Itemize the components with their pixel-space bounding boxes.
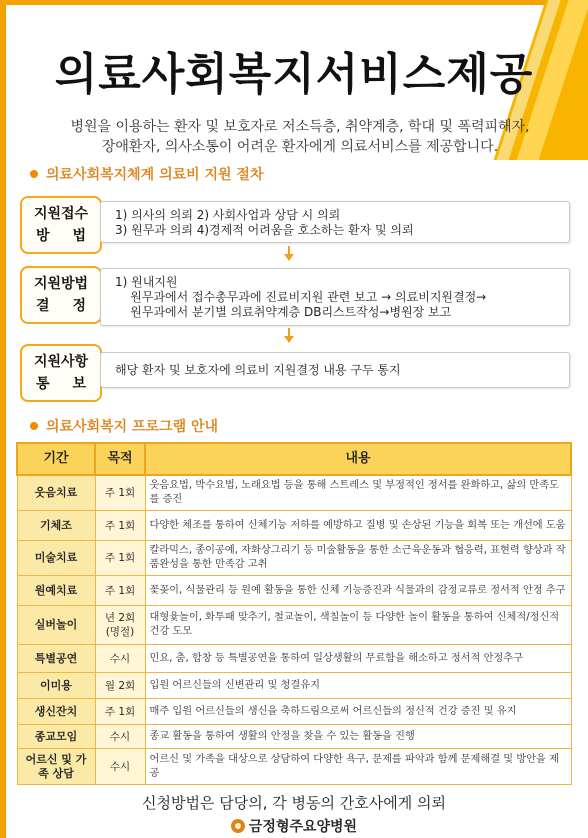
program-description: 매주 입원 어르신들의 생신을 축하드림으로써 어르신들의 정신적 건강 증진 및 유지 [145,699,571,725]
hospital-logo-icon [231,819,245,833]
program-description: 어르신 및 가족을 대상으로 상담하여 다양한 욕구, 문제를 파악과 함께 문제해결 및 방안을 제공 [145,749,571,785]
program-name: 미술치료 [17,541,95,576]
program-frequency: 수시 [95,725,145,749]
table-row [17,511,571,541]
program-description: 종교 활동을 통하여 생활의 안정을 찾을 수 있는 활동을 진행 [145,725,571,749]
program-frequency: 수시 [95,645,145,673]
program-name: 어르신 및 가족 상담 [17,749,95,785]
table-row [17,673,571,699]
table-row [17,749,571,785]
header-content: 내용 [145,443,571,475]
left-border [0,0,6,838]
program-name: 이미용 [17,673,95,699]
table-row [17,475,571,511]
flow-arrow-stem [288,328,290,336]
step-1-line: 3) 원무과 의뢰 4)경제적 어려움을 호소하는 환자 및 의뢰 [115,223,414,237]
program-name: 실버놀이 [17,606,95,645]
step-label-1-line2: 방 법 [36,228,86,244]
table-row [17,725,571,749]
step-box-3 [100,352,570,388]
program-table [16,442,572,785]
step-label-1 [20,196,102,254]
program-frequency: 주 1회 [95,576,145,606]
program-name: 기체조 [17,511,95,541]
step-label-3 [20,344,102,402]
table-row [17,699,571,725]
table-row [17,645,571,673]
program-description: 웃음요법, 박수요법, 노래요법 등을 통해 스트레스 및 부정적인 정서를 완화하고, 삶의 만족도를 증진 [145,475,571,511]
program-name: 웃음치료 [17,475,95,511]
program-description: 입원 어르신들의 신변관리 및 청결유지 [145,673,571,699]
bullet-dot-icon [30,170,38,178]
table-row [17,576,571,606]
program-name: 종교모임 [17,725,95,749]
step-label-2-line1: 지원방법 [33,276,89,292]
header-period: 기간 [17,443,95,475]
table-row [17,606,571,645]
procedure-heading [30,164,263,184]
hospital-name: 금정형주요양병원 [248,819,358,835]
program-frequency: 주 1회 [95,699,145,725]
program-frequency: 주 1회 [95,511,145,541]
step-label-3-line1: 지원사항 [33,354,89,370]
program-description: 대형윷놀이, 화투패 맞추기, 철교놀이, 색칠놀이 등 다양한 놀이 활동을 통하여 신체적/정신적 건강 도모 [145,606,571,645]
program-name: 생신잔치 [17,699,95,725]
program-frequency: 년 2회 (명절) [95,606,145,645]
step-2-line: 원무과에서 분기별 의료취약계층 DB리스트작성→병원장 보고 [115,305,452,319]
step-label-3-line2: 통 보 [36,376,86,392]
step-label-2 [20,266,102,324]
program-frequency: 월 2회 [95,673,145,699]
intro-line-1: 병원을 이용하는 환자 및 보호자로 저소득층, 취약계층, 학대 및 폭력피해자, [70,119,530,135]
program-frequency: 수시 [95,749,145,785]
step-label-2-line2: 결 정 [36,298,86,314]
program-frequency: 주 1회 [95,475,145,511]
program-description: 민요, 춤, 합창 등 특별공연을 통하여 일상생활의 무료함을 해소하고 정서적 안정추구 [145,645,571,673]
step-label-1-line1: 지원접수 [33,206,89,222]
step-1-line: 1) 의사의 의뢰 2) 사회사업과 상담 시 의뢰 [115,208,341,222]
header-purpose: 목적 [95,443,145,475]
flow-arrow-stem [288,246,290,254]
procedure-heading-text: 의료사회복지체계 의료비 지원 절차 [46,167,264,183]
page-title: 의료사회복지서비스제공 [54,49,534,100]
down-arrow-icon [284,336,294,343]
step-box-1 [100,201,570,243]
program-description: 다양한 체조를 통하여 신체기능 저하를 예방하고 질병 및 손상된 기능을 회복 또는 개선에 도움 [145,511,571,541]
down-arrow-icon [284,254,294,261]
table-row [17,541,571,576]
step-box-2 [100,268,570,326]
hospital-name-block [0,816,588,836]
step-3-line: 해당 환자 및 보호자에 의료비 지원결정 내용 구두 통지 [115,363,401,377]
table-header-row [17,443,571,475]
program-name: 특별공연 [17,645,95,673]
program-name: 원예치료 [17,576,95,606]
step-2-line: 1) 원내지원 [115,275,178,289]
application-note: 신청방법은 담당의, 각 병동의 간호사에게 의뢰 [142,794,446,812]
programs-heading [30,416,218,436]
intro-text [40,117,560,157]
intro-line-2: 장애환자, 의사소통이 어려운 환자에게 의료서비스를 제공합니다. [101,139,499,155]
programs-heading-text: 의료사회복지 프로그램 안내 [46,419,219,435]
program-frequency: 주 1회 [95,541,145,576]
program-description: 칼라믹스, 종이공예, 자화상그리기 등 미술활동을 통한 소근육운동과 협응력, 표현력 향상과 작품완성을 통한 만족감 고취 [145,541,571,576]
step-2-line: 원무과에서 접수총무과에 진료비지원 관련 보고 → 의료비지원결정→ [115,290,487,304]
bullet-dot-icon [30,422,38,430]
program-description: 꽃꽂이, 식물관리 등 원예 활동을 통한 신체 기능증진과 식물과의 감정교류로 정서적 안정 추구 [145,576,571,606]
